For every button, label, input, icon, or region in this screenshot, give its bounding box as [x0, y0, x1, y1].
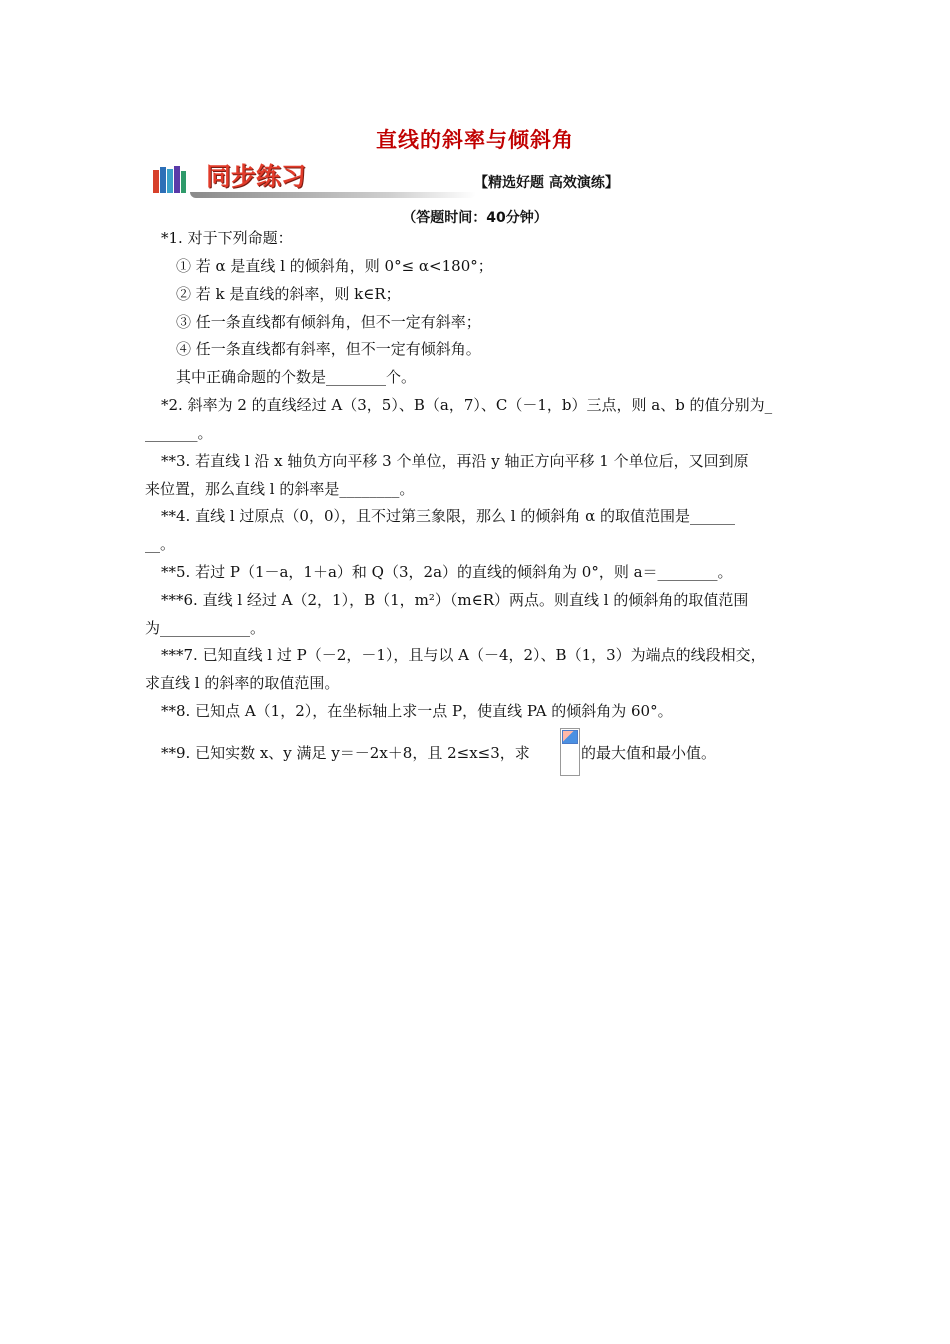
books-icon [152, 164, 188, 194]
page-title: 直线的斜率与倾斜角 [376, 128, 574, 152]
section-heading: 同步练习 [196, 162, 316, 192]
question-4-line-2: __。 [145, 535, 176, 553]
question-5: **5. 若过 P（1－a，1＋a）和 Q（3，2a）的直线的倾斜角为 0°，则 a＝________。 [161, 563, 733, 581]
question-7-line-1: ***7. 已知直线 l 过 P（－2，－1），且与以 A（－4，2）、B（1，3）为端点的线段相交， [161, 646, 766, 664]
question-1-stem: *1. 对于下列命题： [161, 229, 293, 247]
question-9-part-2: 的最大值和最小值。 [581, 744, 717, 762]
section-banner [152, 160, 619, 200]
question-4-line-1: **4. 直线 l 过原点（0，0），且不过第三象限，那么 l 的倾斜角 α 的取值范围是______ [161, 507, 736, 525]
time-info: （答题时间：40分钟） [402, 210, 548, 226]
question-2-line-2: _______。 [145, 424, 213, 442]
question-8: **8. 已知点 A（1，2），在坐标轴上求一点 P，使直线 PA 的倾斜角为 60°。 [161, 702, 673, 720]
question-1-option-2: ② 若 k 是直线的斜率，则 k∈R； [176, 285, 401, 303]
question-2-line-1: *2. 斜率为 2 的直线经过 A（3，5）、B（a，7）、C（－1，b）三点，则 a、b 的值分别为_ [161, 396, 773, 414]
question-3-line-2: 来位置，那么直线 l 的斜率是________。 [145, 480, 415, 498]
question-6-line-2: 为____________。 [145, 619, 266, 637]
section-tagline: 【精选好题 高效演练】 [474, 175, 619, 191]
question-7-line-2: 求直线 l 的斜率的取值范围。 [145, 674, 340, 692]
question-1-option-4: ④ 任一条直线都有斜率，但不一定有倾斜角。 [176, 340, 481, 358]
question-9-part-1: **9. 已知实数 x、y 满足 y＝－2x＋8，且 2≤x≤3，求 [161, 744, 530, 762]
question-1-option-1: ① 若 α 是直线 l 的倾斜角，则 0°≤ α<180°； [176, 257, 493, 275]
broken-image-icon [562, 730, 578, 744]
question-6-line-1: ***6. 直线 l 经过 A（2，1），B（1，m²）（m∈R）两点。则直线 l 的倾斜角的取值范围 [161, 591, 749, 609]
formula-image-icon [560, 728, 580, 776]
banner-underline [190, 192, 476, 198]
question-3-line-1: **3. 若直线 l 沿 x 轴负方向平移 3 个单位，再沿 y 轴正方向平移 1 个单位后，又回到原 [161, 452, 749, 470]
question-1-prompt: 其中正确命题的个数是________个。 [176, 368, 417, 386]
question-1-option-3: ③ 任一条直线都有倾斜角，但不一定有斜率； [176, 313, 481, 331]
